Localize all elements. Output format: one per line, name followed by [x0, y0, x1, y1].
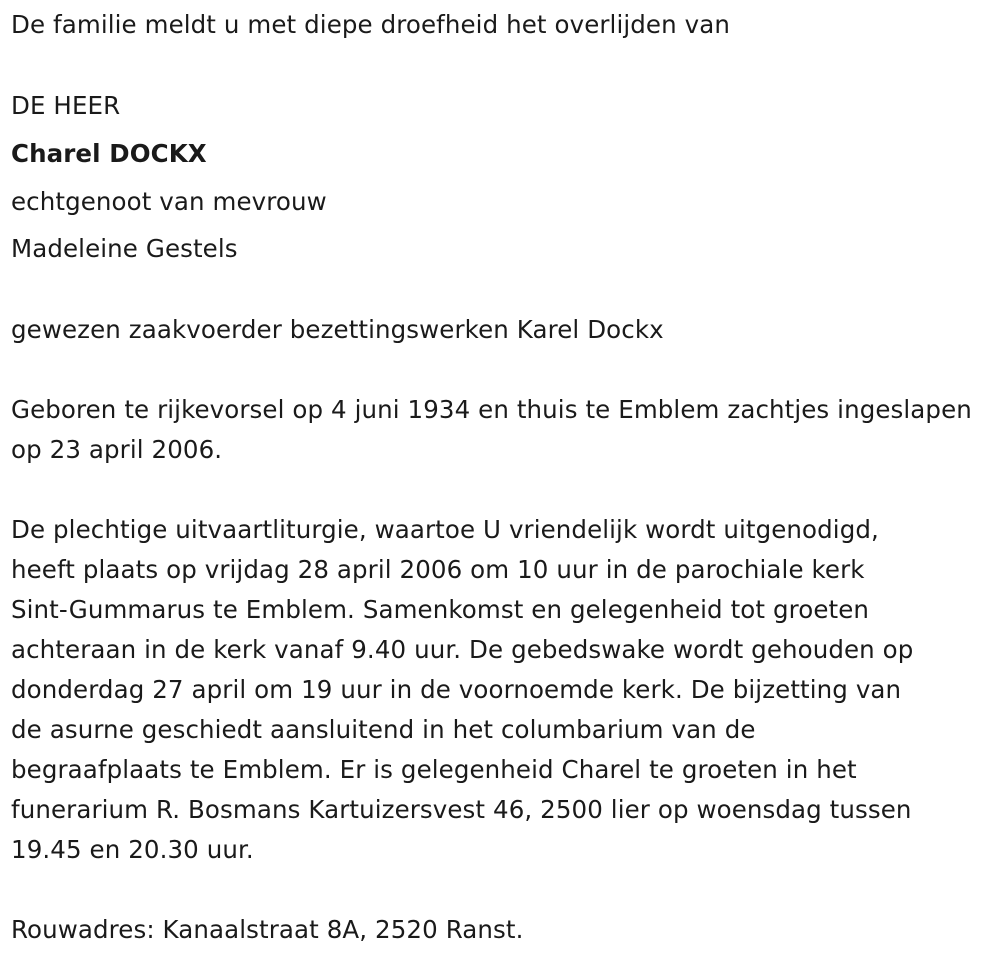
deceased-name: Charel DOCKX	[11, 139, 207, 168]
funeral-line: De plechtige uitvaartliturgie, waartoe U vriendelijk wordt uitgenodigd,	[11, 515, 879, 544]
funeral-line: begraafplaats te Emblem. Er is gelegenheid Charel te groeten in het	[11, 755, 857, 784]
spouse-name: Madeleine Gestels	[11, 234, 238, 263]
mourning-address: Rouwadres: Kanaalstraat 8A, 2520 Ranst.	[11, 915, 524, 944]
birth-death-paragraph: Geboren te rijkevorsel op 4 juni 1934 en thuis te Emblem zachtjes ingeslapen op 23 april 2006.	[11, 395, 972, 464]
funeral-line: donderdag 27 april om 19 uur in de voornoemde kerk. De bijzetting van	[11, 675, 902, 704]
funeral-line: Sint-Gummarus te Emblem. Samenkomst en gelegenheid tot groeten	[11, 595, 870, 624]
intro-text: De familie meldt u met diepe droefheid het overlijden van	[11, 10, 730, 39]
funeral-line: de asurne geschiedt aansluitend in het columbarium van de	[11, 715, 756, 744]
funeral-line: heeft plaats op vrijdag 28 april 2006 om 10 uur in de parochiale kerk	[11, 555, 865, 584]
salutation: DE HEER	[11, 91, 121, 120]
funeral-line: achteraan in de kerk vanaf 9.40 uur. De gebedswake wordt gehouden op	[11, 635, 914, 664]
spouse-label: echtgenoot van mevrouw	[11, 187, 327, 216]
occupation-text: gewezen zaakvoerder bezettingswerken Karel Dockx	[11, 315, 664, 344]
funeral-line: funerarium R. Bosmans Kartuizersvest 46, 2500 lier op woensdag tussen	[11, 795, 912, 824]
funeral-line: 19.45 en 20.30 uur.	[11, 835, 254, 864]
